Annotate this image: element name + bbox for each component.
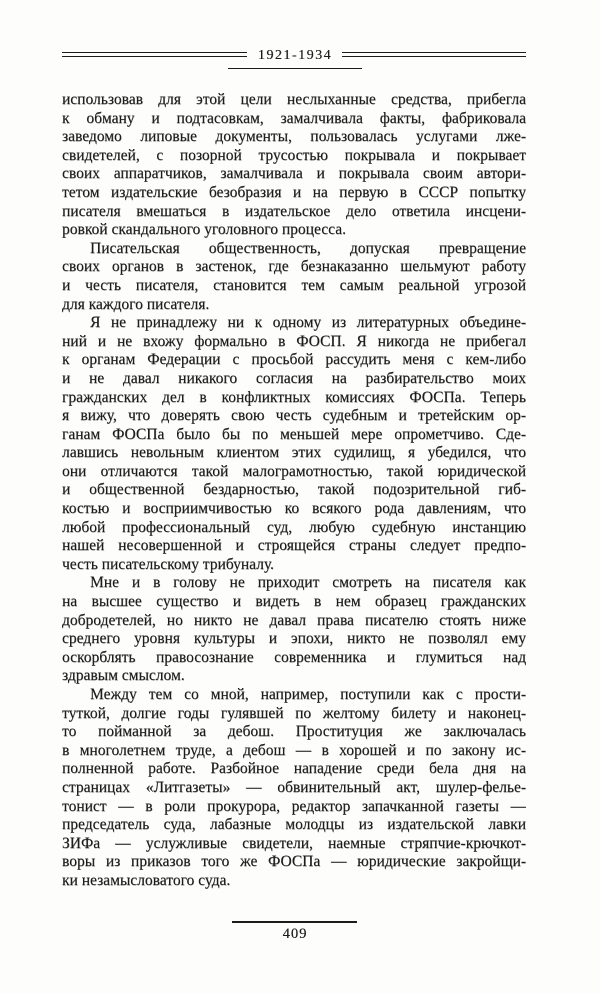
page-number: 409 — [282, 926, 308, 942]
text-line: честь писательскому трибуналу. — [62, 555, 274, 573]
header-rule-right — [342, 52, 526, 57]
text-line: они отличаются такой малограмотностью, такой юридической — [62, 462, 526, 480]
page-body — [62, 91, 526, 891]
text-line: я вижу, что доверять свою честь судебным и третейским ор- — [62, 407, 526, 425]
text-line: лавшись невольным клиентом этих судилищ, я убедился, что — [62, 444, 526, 462]
footer-rule — [232, 921, 357, 923]
text-line: к органам Федерации с просьбой рассудить меня с кем-либо — [62, 351, 526, 369]
text-line: в многолетнем труде, а дебош — в хорошей и по закону ис- — [62, 741, 526, 759]
text-line: и не давал никакого согласия на разбирательство моих — [62, 369, 526, 387]
running-head-title: 1921-1934 — [257, 48, 333, 63]
text-line: нашей несовершенной и строящейся страны следует предпо- — [62, 537, 526, 555]
header-rule-left — [62, 52, 247, 57]
running-head-underline — [228, 68, 362, 70]
text-line: своих аппаратчиков, замалчивала и покрывала своим автори- — [62, 165, 526, 183]
paragraph — [62, 686, 526, 891]
text-line: Я не принадлежу ни к одному из литературных объедине- — [90, 314, 526, 332]
text-line: любой профессиональный суд, любую судебную инстанцию — [62, 518, 526, 536]
text-line: костью и восприимчивостью ко всякого рода давлениям, что — [62, 500, 526, 518]
text-line: здравым смыслом. — [62, 667, 185, 685]
text-line: тетом издательские безобразия и на первую в СССР попытку — [62, 183, 526, 201]
text-line: страницах «Литгазеты» — обвинительный акт, шулер-фелье- — [62, 778, 526, 796]
text-line: то пойманной за дебош. Проституция же заключалась — [62, 723, 526, 741]
paragraph — [62, 240, 526, 314]
text-line: Мне и в голову не приходит смотреть на писателя как — [90, 574, 526, 592]
text-line: туткой, долгие годы гулявшей по желтому билету и наконец- — [62, 704, 526, 722]
text-line: ки незамысловатого суда. — [62, 871, 231, 889]
text-line: ЗИФа — услужливые свидетели, наемные стряпчие-крючкот- — [62, 834, 526, 852]
text-line: писателя вмешаться в издательское дело ответила инсцени- — [62, 202, 526, 220]
text-line: на высшее существо и видеть в нем образец гражданских — [62, 593, 526, 611]
text-line: для каждого писателя. — [62, 295, 210, 313]
text-line: воры из приказов того же ФОСПа — юридические закройщи- — [62, 853, 526, 871]
text-line: тонист — в роли прокурора, редактор запачканной газеты — — [62, 797, 526, 815]
paragraph — [62, 91, 526, 240]
text-line: Между тем со мной, например, поступили как с прости- — [90, 686, 526, 703]
text-line: свидетелей, с позорной трусостью покрывала и покрывает — [62, 146, 526, 164]
paragraph — [62, 574, 526, 686]
text-line: Писательская общественность, допуская превращение — [90, 239, 526, 257]
text-line: заведомо липовые документы, пользовалась услугами лже- — [62, 128, 526, 146]
text-line: использовав для этой цели неслыханные средства, прибегла — [62, 91, 526, 108]
text-line: ганам ФОСПа было бы по меньшей мере опрометчиво. Сде- — [62, 425, 526, 443]
text-line: добродетелей, но никто не давал права писателю стоять ниже — [62, 611, 526, 629]
text-line: гражданских дел в конфликтных комиссиях ФОСПа. Теперь — [62, 388, 526, 406]
text-line: ровкой скандального уголовного процесса. — [62, 221, 346, 239]
text-line: и честь писателя, становится тем самым реальной угрозой — [62, 276, 526, 294]
text-line: ний и не вхожу формально в ФОСП. Я никогда не прибегал — [62, 332, 526, 350]
text-line: своих органов в застенок, где безнаказанно шельмуют работу — [62, 258, 526, 276]
text-line: среднего уровня культуры и эпохи, никто не позволял ему — [62, 630, 526, 648]
text-line: к обману и подтасовкам, замалчивала факты, фабриковала — [62, 109, 526, 127]
paragraph — [62, 314, 526, 574]
text-line: председатель суда, лабазные молодцы из издательской лавки — [62, 816, 526, 834]
text-line: полненной работе. Разбойное нападение среди бела дня на — [62, 760, 526, 778]
text-line: оскорблять правосознание современника и глумиться над — [62, 648, 526, 666]
text-line: и общественной бездарностью, такой подозрительной гиб- — [62, 481, 526, 499]
